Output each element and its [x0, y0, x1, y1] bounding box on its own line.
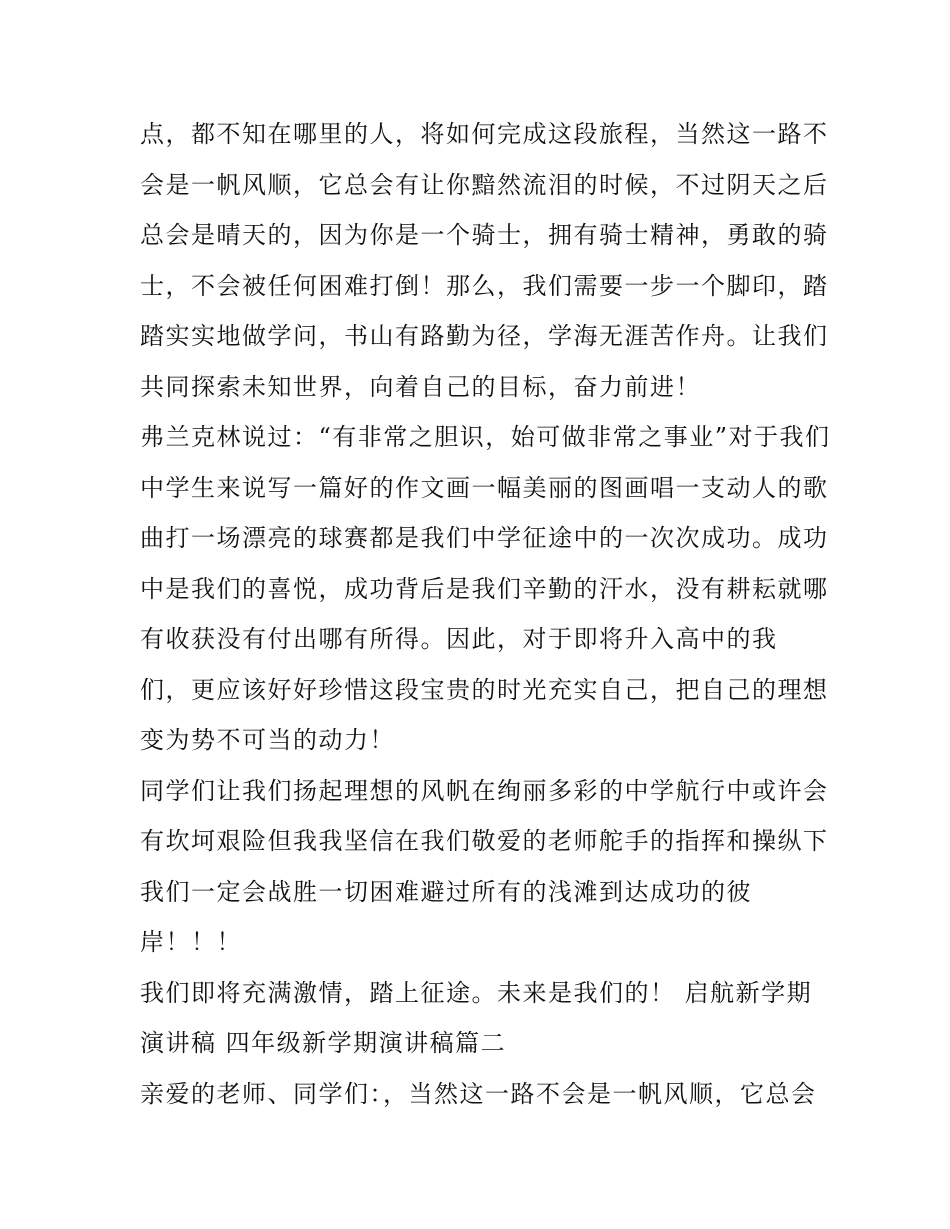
text-line: 共同探索未知世界，向着自己的目标，奋力前进！ — [140, 372, 701, 401]
document-body — [140, 109, 831, 1119]
text-line: 弗兰克林说过：“有非常之胆识，始可做非常之事业”对于我们 — [140, 423, 831, 451]
text-line: 总会是晴天的，因为你是一个骑士，拥有骑士精神，勇敢的骑 — [140, 221, 829, 249]
text-line: 同学们让我们扬起理想的风帆在绚丽多彩的中学航行中或许会 — [140, 776, 829, 805]
text-line: 中学生来说写一篇好的作文画一幅美丽的图画唱一支动人的歌 — [140, 473, 829, 502]
text-line: 岸！！！ — [140, 928, 242, 956]
text-line: 我们即将充满激情，踏上征途。未来是我们的！ 启航新学期 — [140, 978, 813, 1007]
text-line: 变为势不可当的动力！ — [140, 726, 395, 754]
text-line: 我们一定会战胜一切困难避过所有的浅滩到达成功的彼 — [140, 877, 752, 906]
text-line: 中是我们的喜悦，成功背后是我们辛勤的汗水，没有耕耘就哪 — [140, 574, 829, 603]
text-line: 曲打一场漂亮的球赛都是我们中学征途中的一次次成功。成功 — [140, 524, 829, 552]
text-line: 们，更应该好好珍惜这段宝贵的时光充实自己，把自己的理想 — [140, 675, 829, 704]
text-line: 会是一帆风顺，它总会有让你黯然流泪的时候，不过阴天之后 — [140, 170, 829, 199]
text-line: 有收获没有付出哪有所得。因此，对于即将升入高中的我 — [140, 625, 778, 653]
text-line: 踏实实地做学问，书山有路勤为径，学海无涯苦作舟。让我们 — [140, 322, 829, 350]
text-line: 演讲稿 四年级新学期演讲稿篇二 — [140, 1029, 507, 1057]
text-line: 士，不会被任何困难打倒！那么，我们需要一步一个脚印，踏 — [140, 271, 829, 300]
text-line: 亲爱的老师、同学们：，当然这一路不会是一帆风顺，它总会 — [140, 1079, 817, 1108]
text-line: 有坎坷艰险但我我坚信在我们敬爱的老师舵手的指挥和操纵下 — [140, 827, 829, 855]
text-line: 点，都不知在哪里的人，将如何完成这段旅程，当然这一路不 — [140, 120, 829, 148]
